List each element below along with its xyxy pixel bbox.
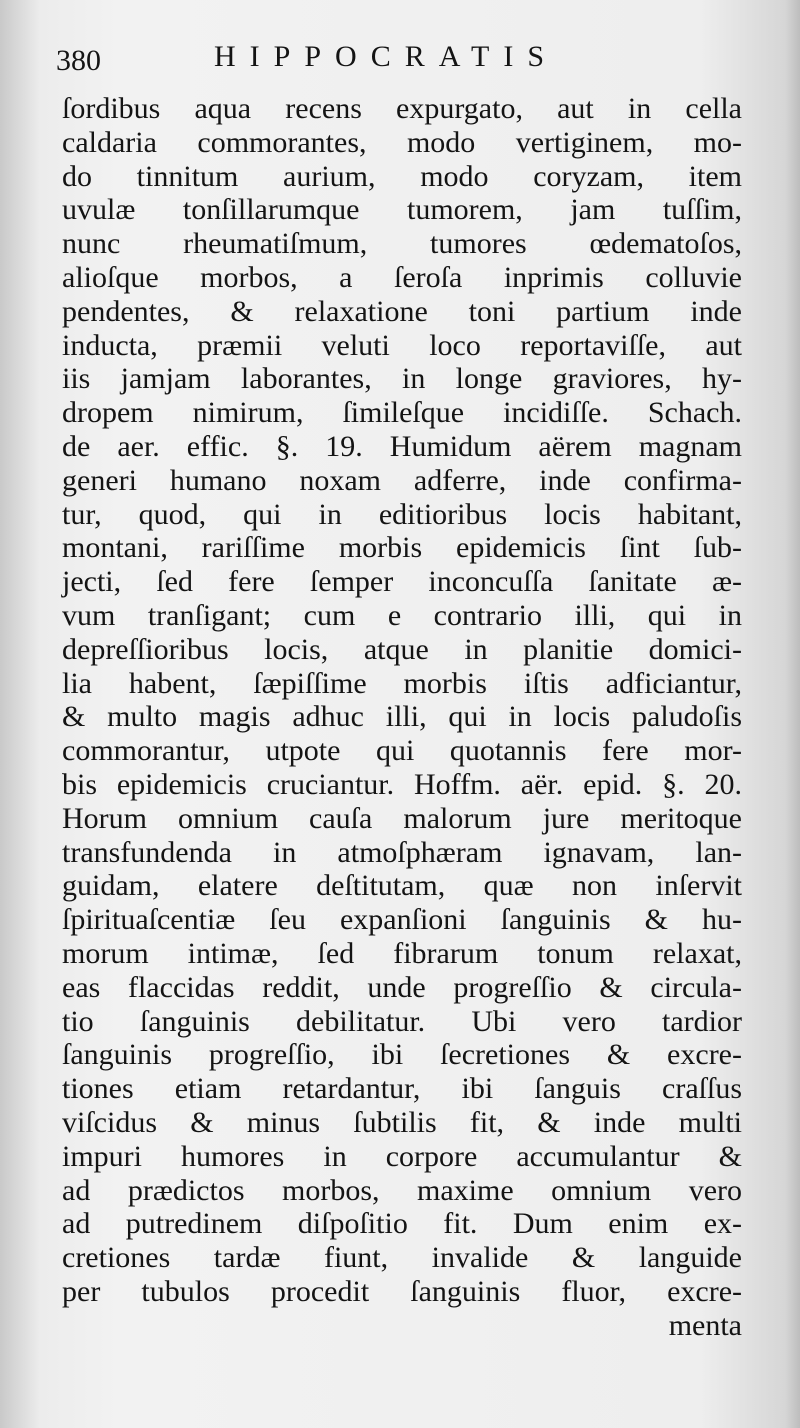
page-header	[56, 40, 756, 84]
text-line: per tubulos procedit ſanguinis fluor, excre-	[62, 1274, 742, 1308]
text-line: dropem nimirum, ſimileſque incidiſſe. Schach.	[62, 396, 742, 430]
text-line: viſcidus & minus ſubtilis fit, & inde multi	[62, 1105, 742, 1139]
text-line: ſpirituaſcentiæ ſeu expanſioni ſanguinis & hu-	[62, 903, 742, 937]
text-line: jecti, ſed fere ſemper inconcuſſa ſanitate æ-	[62, 565, 742, 599]
text-line: alioſque morbos, a ſeroſa inprimis colluvie	[62, 260, 742, 294]
text-line: & multo magis adhuc illi, qui in locis paludoſis	[62, 700, 742, 734]
text-line: inducta, præmii veluti loco reportaviſſe, aut	[62, 328, 742, 362]
body-text	[62, 92, 742, 1342]
text-line: tiones etiam retardantur, ibi ſanguis craſſus	[62, 1072, 742, 1106]
text-line: caldaria commorantes, modo vertiginem, mo-	[62, 125, 742, 159]
text-line: eas flaccidas reddit, unde progreſſio & circula-	[62, 970, 742, 1004]
page-number: 380	[56, 44, 101, 77]
text-line: bis epidemicis cruciantur. Hoffm. aër. epid. §. 20.	[62, 767, 742, 801]
text-line: cretiones tardæ fiunt, invalide & languide	[62, 1241, 742, 1275]
text-line: montani, rariſſime morbis epidemicis ſint ſub-	[62, 531, 742, 565]
text-line: Horum omnium cauſa malorum jure meritoque	[62, 801, 742, 835]
text-line: generi humano noxam adferre, inde confirma-	[62, 463, 742, 497]
text-line: transfundenda in atmoſphæram ignavam, lan-	[62, 835, 742, 869]
text-line: tur, quod, qui in editioribus locis habitant,	[62, 497, 742, 531]
text-line: do tinnitum aurium, modo coryzam, item	[62, 159, 742, 193]
text-line: ſanguinis progreſſio, ibi ſecretiones & excre-	[62, 1038, 742, 1072]
text-line: depreſſioribus locis, atque in planitie domici-	[62, 632, 742, 666]
text-line: guidam, elatere deſtitutam, quæ non inſervit	[62, 869, 742, 903]
text-line: vum tranſigant; cum e contrario illi, qui in	[62, 598, 742, 632]
text-line: iis jamjam laborantes, in longe graviores, hy-	[62, 362, 742, 396]
text-line: ad putredinem diſpoſitio fit. Dum enim ex-	[62, 1207, 742, 1241]
text-line: nunc rheumatiſmum, tumores œdematoſos,	[62, 227, 742, 261]
text-line: de aer. effic. §. 19. Humidum aërem magnam	[62, 429, 742, 463]
text-line: ſordibus aqua recens expurgato, aut in cella	[62, 92, 742, 125]
text-line: tio ſanguinis debilitatur. Ubi vero tardior	[62, 1004, 742, 1038]
text-line: morum intimæ, ſed fibrarum tonum relaxat,	[62, 936, 742, 970]
text-line: ad prædictos morbos, maxime omnium vero	[62, 1173, 742, 1207]
text-line: commorantur, utpote qui quotannis fere mor-	[62, 734, 742, 768]
text-line: impuri humores in corpore accumulantur &	[62, 1139, 742, 1173]
text-line: pendentes, & relaxatione toni partium inde	[62, 294, 742, 328]
running-head: HIPPOCRATIS	[214, 40, 559, 73]
catchword: menta	[668, 1308, 742, 1342]
text-line: lia habent, ſæpiſſime morbis iſtis adficiantur,	[62, 666, 742, 700]
text-line: uvulæ tonſillarumque tumorem, jam tuſſim,	[62, 193, 742, 227]
